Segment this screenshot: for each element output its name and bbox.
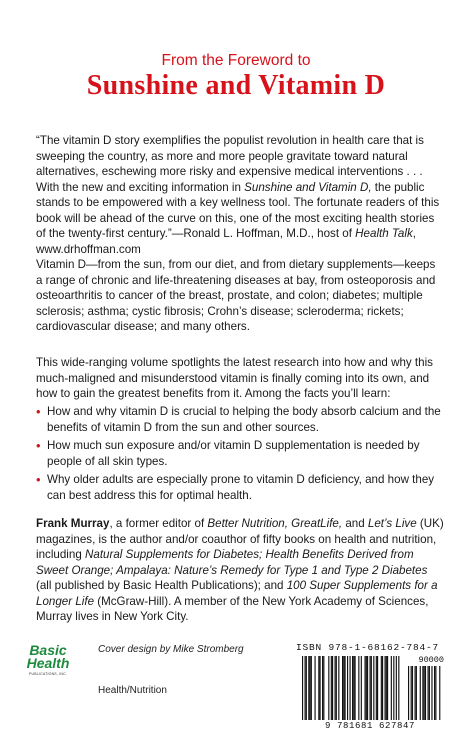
category-label: Health/Nutrition xyxy=(98,685,167,696)
foreword-intro: From the Foreword to xyxy=(161,52,311,69)
list-item: • How much sun exposure and/or vitamin D supplementation is needed by people of all skin types. xyxy=(36,438,420,468)
author-bio: Frank Murray, a former editor of Better Nutrition, GreatLife, and Let’s Live (UK) magazines, is the author and/or coauthor of fifty books on health and nutrition, including Natural Supplements for Diabetes; Health Benefits Derived from Sweet Orange; Ampalaya: Nature’s Remedy for Type 1 and Type 2 Diabetes (all published by Basic Health Publications); and 100 Super Supplements for a Longer Life (McGraw-Hill). A member of the New York Academy of Sciences, Murray lives in New York City. xyxy=(36,517,444,623)
show-title: Health Talk xyxy=(355,227,413,240)
volume-paragraph: This wide-ranging volume spotlights the latest research into how and why this much-maligned and misunderstood vitamin is finally coming into its own, and how to gain the greatest benefits from it. Among the facts you’ll learn: xyxy=(36,356,433,400)
author-name: Frank Murray xyxy=(36,517,110,530)
barcode-block xyxy=(296,642,444,734)
disease-paragraph: Vitamin D—from the sun, from our diet, and from dietary supplements—keeps a range of chronic and life-threatening diseases at bay, from osteoporosis and osteoarthritis to cancer of the breast, prostate, and colon; diabetes; multiple sclerosis; asthma; cystic fibrosis; Crohn’s disease; scleroderma; rickets; cardiovascular disease; and many others. xyxy=(36,258,436,333)
isbn-label: ISBN 978-1-68162-784-7 xyxy=(296,642,440,653)
price-code: 90000 xyxy=(418,655,444,665)
publisher-logo: Basic Health PUBLICATIONS, INC. xyxy=(26,642,70,676)
list-item: • Why older adults are especially prone to vitamin D deficiency, and how they can best address this for optimal health. xyxy=(36,472,435,502)
bullet-icon: • xyxy=(36,472,41,487)
book-title: Sunshine and Vitamin D xyxy=(86,70,386,101)
facts-list xyxy=(36,404,444,506)
bullet-icon: • xyxy=(36,438,41,453)
cover-credit: Cover design by Mike Stromberg xyxy=(98,644,244,655)
barcode-number: 9 781681 627847 xyxy=(324,721,415,731)
foreword-quote: “The vitamin D story exemplifies the populist revolution in health care that is sweeping the country, as more and more people gravitate toward natural alternatives, eschewing more risky and expensive medical interventions . . . With the new and exciting information in Sunshine and Vitamin D, the public stands to be empowered with a key wellness tool. The fortunate readers of this book will be ahead of the curve on this, one of the most exciting health stories of the twenty-first century.”—Ronald L. Hoffman, M.D., host of Health Talk, www.drhoffman.com xyxy=(36,134,440,256)
bullet-icon: • xyxy=(36,404,41,419)
quote-book-title: Sunshine and Vitamin D, xyxy=(244,180,372,194)
list-item: • How and why vitamin D is crucial to helping the body absorb calcium and the benefits of vitamin D from the sun and other sources. xyxy=(36,404,441,434)
